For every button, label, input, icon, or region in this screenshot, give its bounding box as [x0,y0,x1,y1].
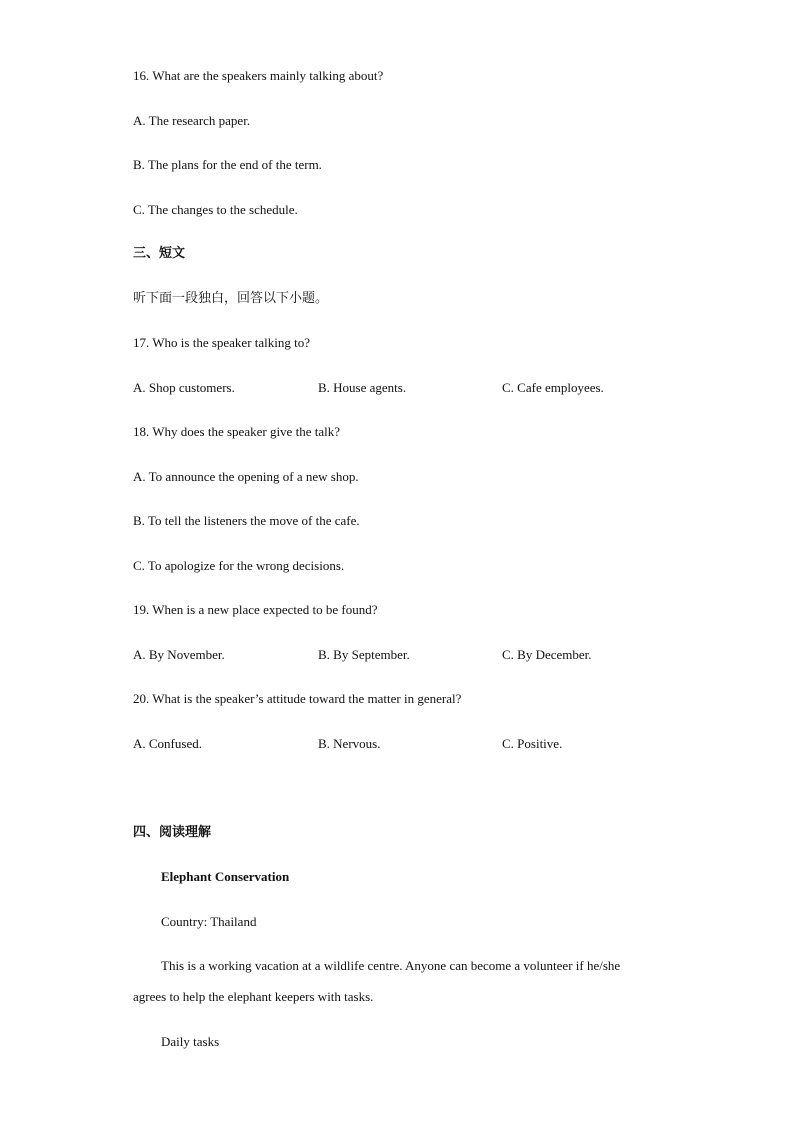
question-19-option-a: A. By November. [133,647,225,662]
question-19-option-c: C. By December. [502,647,592,662]
question-18-option-c: C. To apologize for the wrong decisions. [133,558,345,573]
question-19-option-b: B. By September. [318,647,410,662]
question-16-option-c: C. The changes to the schedule. [133,202,298,217]
section-4-heading: 四、阅读理解 [133,825,212,840]
question-17-option-a: A. Shop customers. [133,380,235,395]
question-16-option-b: B. The plans for the end of the term. [133,157,322,172]
question-16-stem: 16. What are the speakers mainly talking about? [133,68,384,83]
question-17-stem: 17. Who is the speaker talking to? [133,335,311,350]
passage-paragraph-line-1: This is a working vacation at a wildlife centre. Anyone can become a volunteer if he/she [161,958,621,973]
question-18-option-a: A. To announce the opening of a new shop. [133,469,359,484]
section-3-instruction: 听下面一段独白，回答以下小题。 [133,291,329,306]
question-20-option-b: B. Nervous. [318,736,381,751]
question-16-option-a: A. The research paper. [133,113,251,128]
passage-country: Country: Thailand [161,914,257,929]
question-20-option-c: C. Positive. [502,736,563,751]
passage-paragraph-line-2: agrees to help the elephant keepers with tasks. [133,989,374,1004]
question-20-stem: 20. What is the speaker’s attitude toward the matter in general? [133,691,462,706]
question-18-option-b: B. To tell the listeners the move of the cafe. [133,513,360,528]
question-20-option-a: A. Confused. [133,736,202,751]
question-19-stem: 19. When is a new place expected to be found? [133,602,378,617]
question-17-option-c: C. Cafe employees. [502,380,604,395]
passage-title: Elephant Conservation [161,869,290,884]
question-18-stem: 18. Why does the speaker give the talk? [133,424,340,439]
passage-daily-tasks-heading: Daily tasks [161,1034,220,1049]
section-3-heading: 三、短文 [133,246,186,261]
question-17-option-b: B. House agents. [318,380,407,395]
